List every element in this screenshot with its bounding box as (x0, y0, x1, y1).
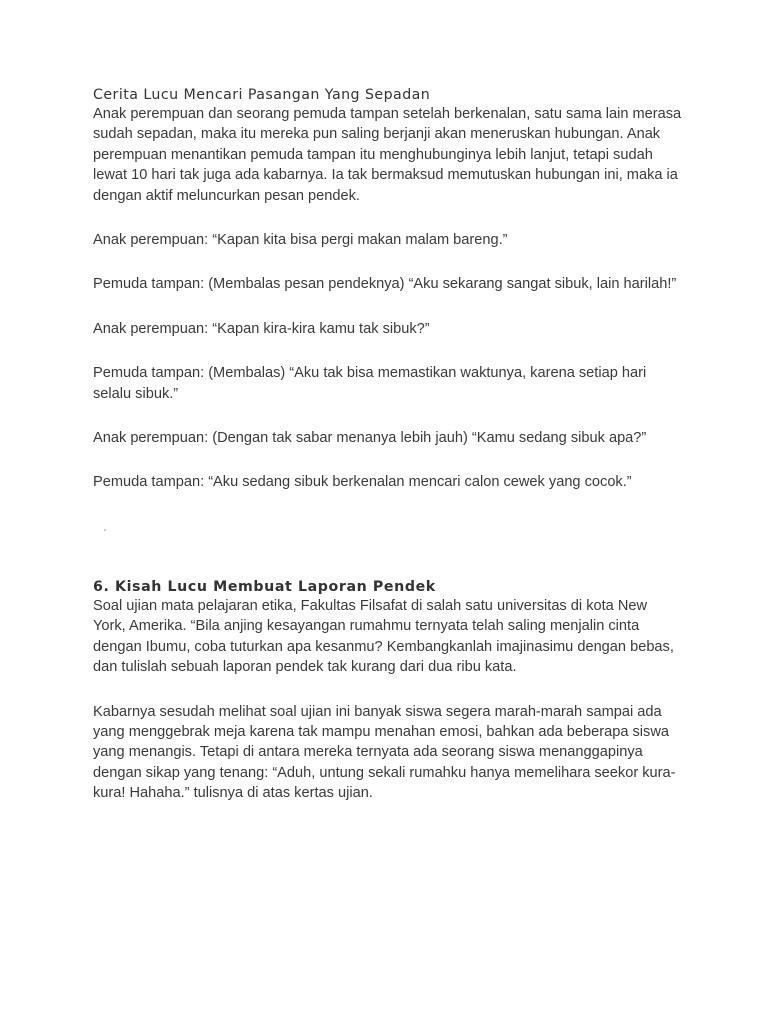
dialogue-line: Pemuda tampan: (Membalas pesan pendeknya) “Aku sekarang sangat sibuk, lain harilah!” (93, 276, 677, 293)
section-2-title: 6. Kisah Lucu Membuat Laporan Pendek (93, 579, 436, 595)
section-2 (93, 578, 683, 804)
dialogue-line: Anak perempuan: “Kapan kita bisa pergi makan malam bareng.” (93, 232, 508, 249)
section-1-paragraph: Anak perempuan dan seorang pemuda tampan setelah berkenalan, satu sama lain merasa sudah sepadan, maka itu mereka pun saling berjanji akan meneruskan hubungan. Anak perempuan menantikan pemuda tampan itu menghubunginya lebih lanjut, tetapi sudah lewat 10 hari tak juga ada kabarnya. Ia tak bermaksud memutuskan hubungan ini, maka ia dengan aktif meluncurkan pesan pendek. (93, 106, 682, 204)
dialogue-line: Anak perempuan: (Dengan tak sabar menanya lebih jauh) “Kamu sedang sibuk apa?” (93, 430, 647, 447)
section-2-paragraph: Soal ujian mata pelajaran etika, Fakultas Filsafat di salah satu universitas di kota New York, Amerika. “Bila anjing kesayangan rumahmu ternyata telah saling menjalin cinta dengan Ibumu, coba tuturkan apa kesanmu? Kembangkanlah imajinasimu dengan bebas, dan tulislah sebuah laporan pendek tak kurang dari dua ribu kata. (93, 598, 674, 676)
dialogue-line: Pemuda tampan: “Aku sedang sibuk berkenalan mencari calon cewek yang cocok.” (93, 474, 632, 491)
dialogue-line: Pemuda tampan: (Membalas) “Aku tak bisa memastikan waktunya, karena setiap hari selalu sibuk.” (93, 365, 647, 402)
dialogue-line: Anak perempuan: “Kapan kira-kira kamu tak sibuk?” (93, 320, 430, 337)
stray-dot (104, 529, 106, 531)
section-1 (93, 86, 683, 493)
section-2-paragraph: Kabarnya sesudah melihat soal ujian ini banyak siswa segera marah-marah sampai ada yang menggebrak meja karena tak mampu menahan emosi, bahkan ada beberapa siswa yang menangis. Tetapi di antara mereka ternyata ada seorang siswa menanggapinya dengan sikap yang tenang: “Aduh, untung sekali rumahku hanya memelihara seekor kura-kura! Hahaha.” tulisnya di atas kertas ujian. (93, 703, 676, 802)
section-1-title: Cerita Lucu Mencari Pasangan Yang Sepadan (93, 87, 431, 103)
